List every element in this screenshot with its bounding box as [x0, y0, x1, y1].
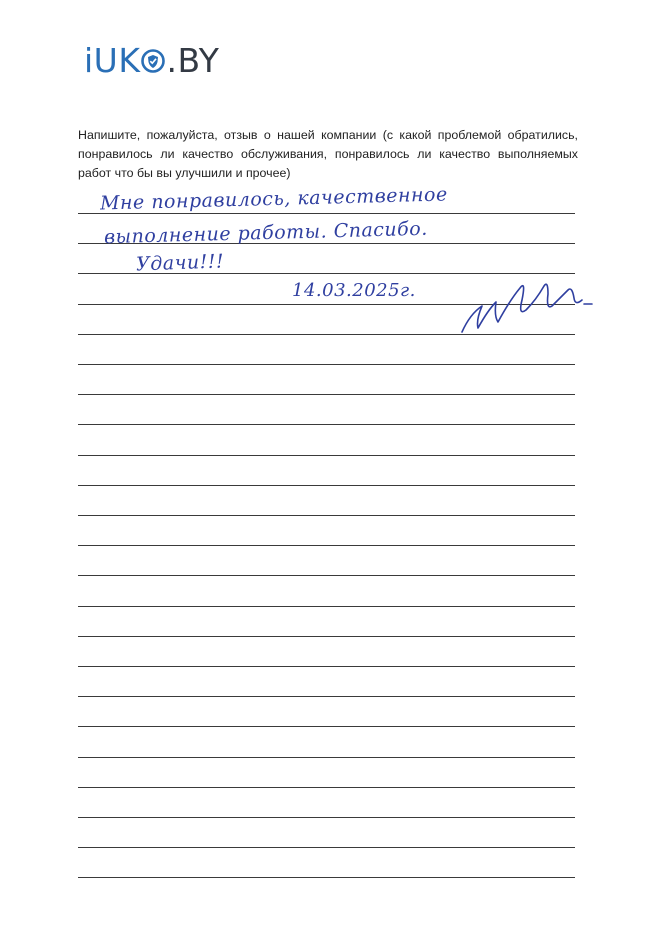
ruled-line: [78, 515, 575, 516]
company-logo: [84, 41, 220, 80]
ruled-line: [78, 877, 575, 878]
handwritten-line-3: Удачи!!!: [135, 250, 225, 276]
shield-icon: [141, 48, 165, 74]
handwritten-date: 14.03.2025г.: [292, 280, 416, 301]
ruled-line: [78, 606, 575, 607]
handwritten-line-1: Мне понравилось, качественное: [99, 183, 448, 215]
review-prompt: Напишите, пожалуйста, отзыв о нашей компании (с какой проблемой обратились, понравилось ли качество обслуживания, понравилось ли качество выполняемых работ что бы вы улучшили и прочее): [78, 128, 578, 180]
ruled-line: [78, 455, 575, 456]
logo-text-main: iUK: [84, 41, 141, 80]
logo-text-domain: .BY: [166, 41, 220, 80]
handwritten-line-2: выполнение работы. Спасибо.: [103, 217, 428, 249]
ruled-line: [78, 545, 575, 546]
ruled-line: [78, 696, 575, 697]
ruled-line: [78, 485, 575, 486]
ruled-line: [78, 394, 575, 395]
ruled-line: [78, 757, 575, 758]
ruled-line: [78, 847, 575, 848]
ruled-line: [78, 666, 575, 667]
ruled-line: [78, 817, 575, 818]
ruled-line: [78, 575, 575, 576]
ruled-line: [78, 364, 575, 365]
ruled-line: [78, 424, 575, 425]
signature: [456, 270, 616, 340]
ruled-line: [78, 636, 575, 637]
ruled-line: [78, 787, 575, 788]
ruled-line: [78, 726, 575, 727]
